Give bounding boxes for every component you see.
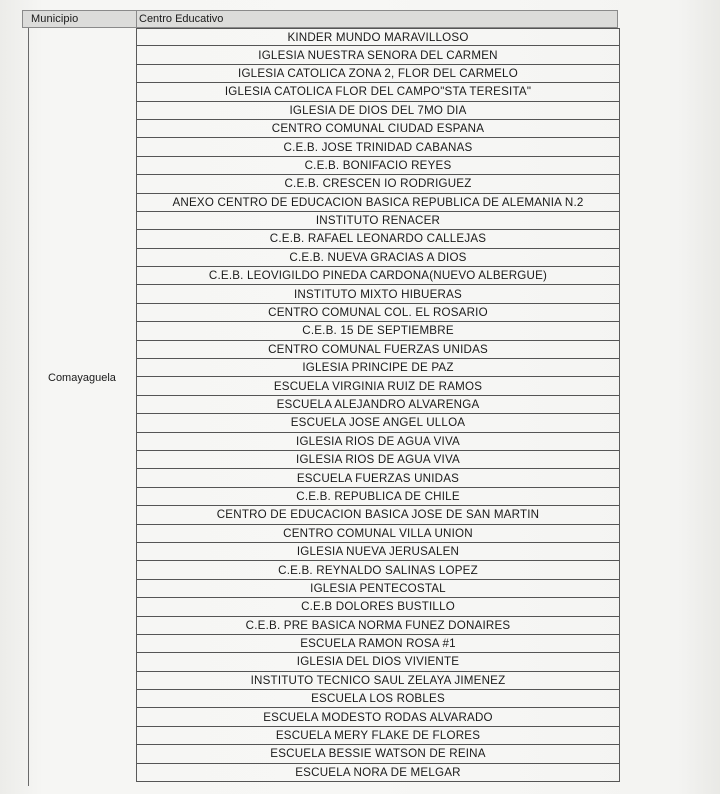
- table-row: CENTRO COMUNAL FUERZAS UNIDAS: [137, 341, 619, 359]
- header-divider: [136, 11, 137, 28]
- column-header-centro: Centro Educativo: [139, 13, 224, 25]
- municipio-column-border: [28, 28, 29, 786]
- table-row: ESCUELA LOS ROBLES: [137, 690, 619, 708]
- table-row: ESCUELA RAMON ROSA #1: [137, 635, 619, 653]
- table-row: CENTRO COMUNAL COL. EL ROSARIO: [137, 304, 619, 322]
- table-row: ESCUELA JOSE ANGEL ULLOA: [137, 414, 619, 432]
- table-row: IGLESIA PRINCIPE DE PAZ: [137, 359, 619, 377]
- column-header-municipio: Municipio: [31, 13, 79, 25]
- table-header: [22, 10, 618, 28]
- table-row: C.E.B. RAFAEL LEONARDO CALLEJAS: [137, 230, 619, 248]
- table-row: IGLESIA NUESTRA SENORA DEL CARMEN: [137, 46, 619, 64]
- table-row: C.E.B. NUEVA GRACIAS A DIOS: [137, 249, 619, 267]
- table-row: INSTITUTO RENACER: [137, 212, 619, 230]
- table-row: ESCUELA NORA DE MELGAR: [137, 764, 619, 782]
- table-row: IGLESIA DEL DIOS VIVIENTE: [137, 653, 619, 671]
- table-row: CENTRO DE EDUCACION BASICA JOSE DE SAN MARTIN: [137, 506, 619, 524]
- table-row: IGLESIA PENTECOSTAL: [137, 580, 619, 598]
- table-row: C.E.B. LEOVIGILDO PINEDA CARDONA(NUEVO ALBERGUE): [137, 267, 619, 285]
- table-row: CENTRO COMUNAL VILLA UNION: [137, 525, 619, 543]
- municipio-cell: Comayaguela: [48, 372, 116, 384]
- table-row: IGLESIA CATOLICA ZONA 2, FLOR DEL CARMELO: [137, 65, 619, 83]
- table-row: CENTRO COMUNAL CIUDAD ESPANA: [137, 120, 619, 138]
- table-row: ESCUELA VIRGINIA RUIZ DE RAMOS: [137, 377, 619, 395]
- table-row: IGLESIA DE DIOS DEL 7MO DIA: [137, 102, 619, 120]
- table-row: ESCUELA MODESTO RODAS ALVARADO: [137, 708, 619, 726]
- table-row: ESCUELA MERY FLAKE DE FLORES: [137, 727, 619, 745]
- table-row: C.E.B. REPUBLICA DE CHILE: [137, 488, 619, 506]
- table-row: C.E.B. REYNALDO SALINAS LOPEZ: [137, 561, 619, 579]
- table-row: ANEXO CENTRO DE EDUCACION BASICA REPUBLICA DE ALEMANIA N.2: [137, 194, 619, 212]
- table-row: C.E.B. 15 DE SEPTIEMBRE: [137, 322, 619, 340]
- centros-table: [136, 28, 620, 782]
- table-row: ESCUELA BESSIE WATSON DE REINA: [137, 745, 619, 763]
- table-row: INSTITUTO MIXTO HIBUERAS: [137, 285, 619, 303]
- table-row: IGLESIA RIOS DE AGUA VIVA: [137, 433, 619, 451]
- table-row: C.E.B DOLORES BUSTILLO: [137, 598, 619, 616]
- table-row: C.E.B. PRE BASICA NORMA FUNEZ DONAIRES: [137, 617, 619, 635]
- table-row: IGLESIA CATOLICA FLOR DEL CAMPO"STA TERESITA": [137, 83, 619, 101]
- table-row: IGLESIA NUEVA JERUSALEN: [137, 543, 619, 561]
- table-row: KINDER MUNDO MARAVILLOSO: [137, 28, 619, 46]
- table-row: C.E.B. BONIFACIO REYES: [137, 157, 619, 175]
- table-row: ESCUELA ALEJANDRO ALVARENGA: [137, 396, 619, 414]
- table-row: C.E.B. JOSE TRINIDAD CABANAS: [137, 138, 619, 156]
- table-row: INSTITUTO TECNICO SAUL ZELAYA JIMENEZ: [137, 672, 619, 690]
- table-row: ESCUELA FUERZAS UNIDAS: [137, 469, 619, 487]
- table-row: IGLESIA RIOS DE AGUA VIVA: [137, 451, 619, 469]
- table-row: C.E.B. CRESCEN IO RODRIGUEZ: [137, 175, 619, 193]
